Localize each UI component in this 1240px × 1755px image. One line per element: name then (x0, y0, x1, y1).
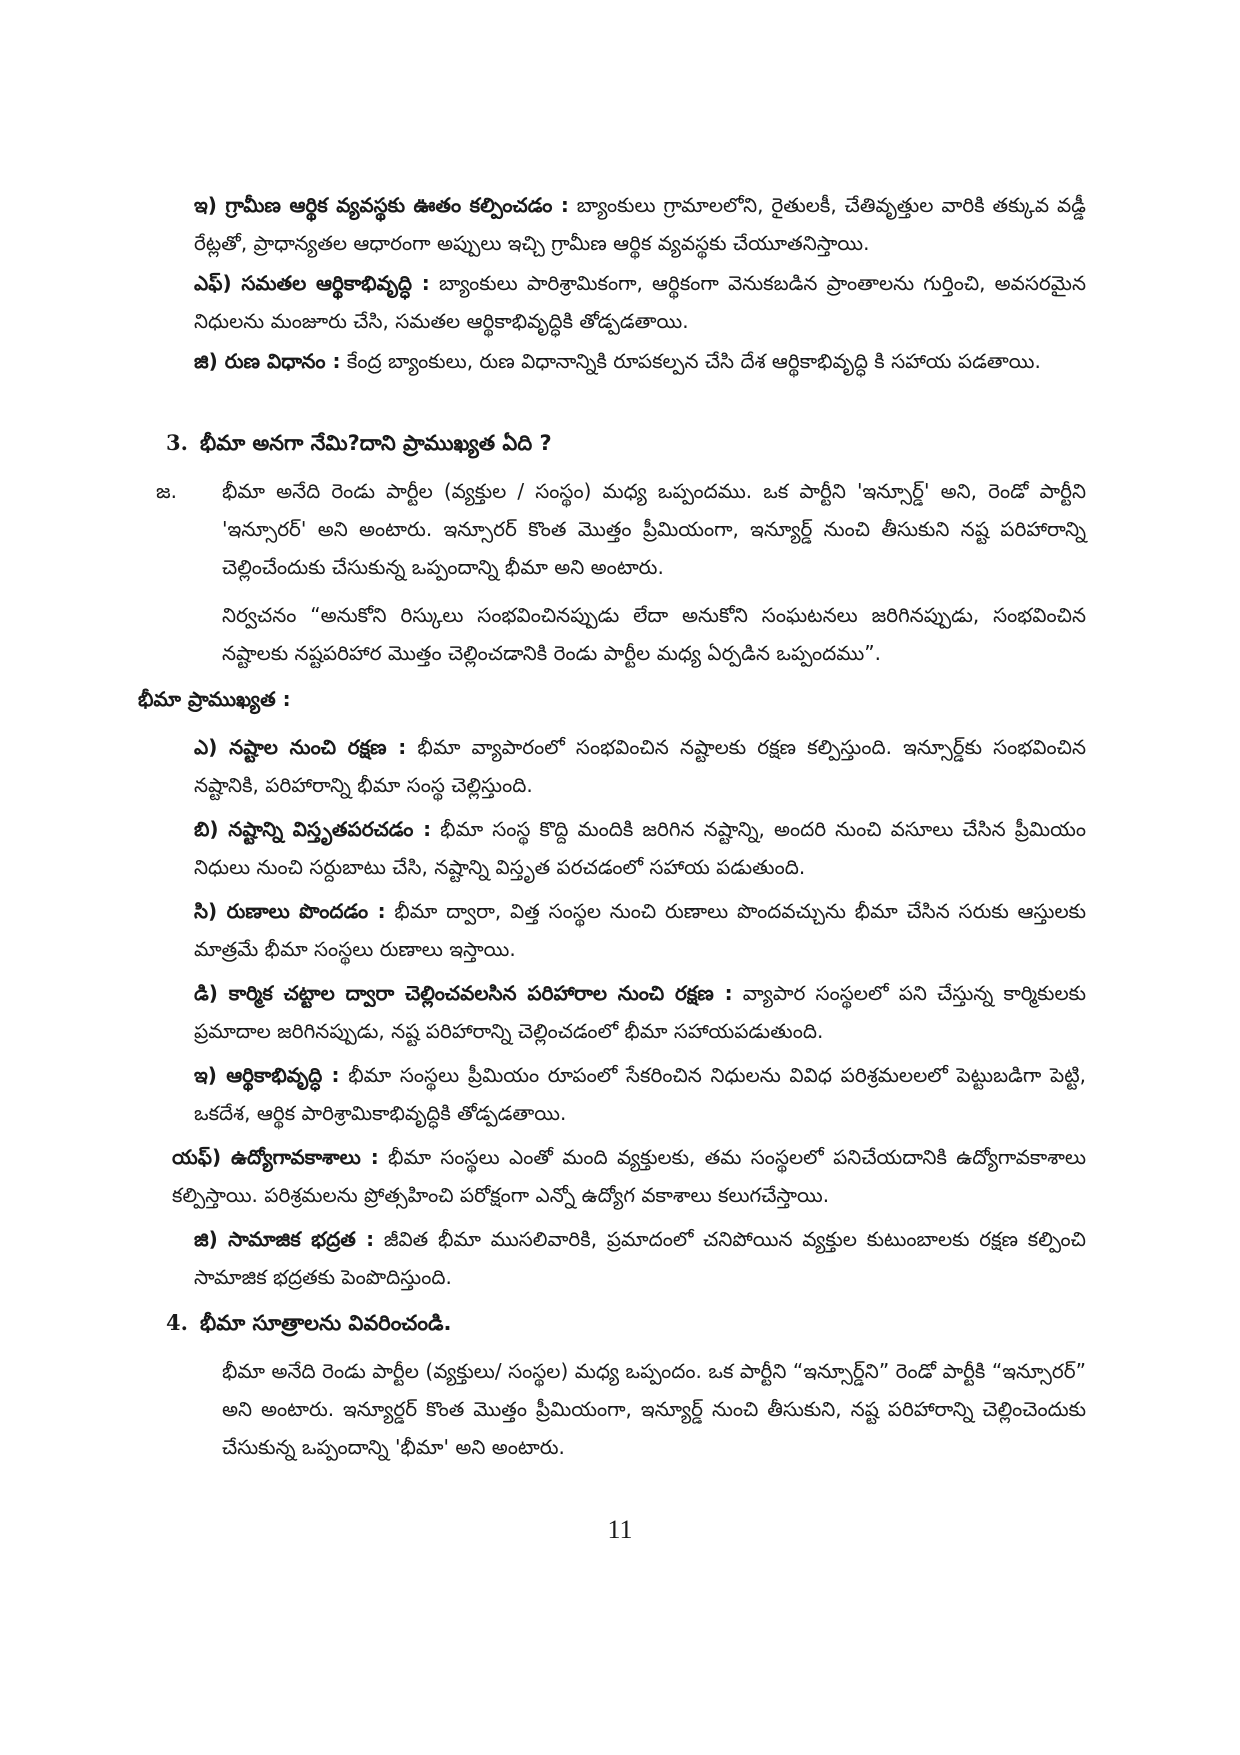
answer-label: జ. (156, 479, 177, 503)
importance-item-spread-loss (194, 810, 1086, 886)
question-4 (166, 1304, 451, 1342)
item-label: ఎ) నష్టాల నుంచి రక్షణ : (194, 735, 407, 759)
item-label: సి) రుణాలు పొందడం : (194, 899, 386, 923)
item-text: భీమా సంస్థలు ప్రీమియం రూపంలో సేకరించిన నిధులను వివిధ పరిశ్రమలలలో పెట్టుబడిగా పెట్టి, ఒకదేశ, ఆర్థిక పారిశ్రామికాభివృద్ధికి తోడ్పడతాయి. (194, 1063, 1086, 1125)
item-label: జి) రుణ విధానం : (194, 349, 341, 373)
answer-3: భీమా అనేది రెండు పార్టీల (వ్యక్తుల / సంస్థం) మధ్య ఒప్పందము. ఒక పార్టీని 'ఇన్సూర్డ్' అని, రెండో పార్టీని 'ఇన్సూరర్' అని అంటారు. ఇన్సూరర్ కొంత మొత్తం ప్రీమియంగా, ఇన్యూర్డ్ నుంచి తీసుకుని నష్ట పరిహారాన్ని చెల్లించేందుకు చేసుకున్న ఒప్పందాన్ని భీమా అని అంటారు. (222, 479, 1086, 579)
item-text: భీమా వ్యాపారంలో సంభవించిన నష్టాలకు రక్షణ కల్పిస్తుంది. ఇన్సూర్డ్‌కు సంభవించిన నష్టానికి, పరిహారాన్ని భీమా సంస్థ చెల్లిస్తుంది. (194, 735, 1087, 797)
importance-item-economic-growth (194, 1056, 1086, 1132)
item-text: కేంద్ర బ్యాంకులు, రుణ విధానాన్నికి రూపకల్పన చేసి దేశ ఆర్థికాభివృద్ధి కి సహాయ పడతాయి. (340, 349, 1041, 373)
item-balanced-growth (194, 264, 1086, 340)
importance-item-social-security (194, 1220, 1086, 1296)
importance-item-employment (172, 1138, 1086, 1214)
item-text: జీవిత భీమా ముసలివారికి, ప్రమాదంలో చనిపోయిన వ్యక్తుల కుటుంబాలకు రక్షణ కల్పించి సామాజిక భద్రతకు పెంపొదిస్తుంది. (194, 1227, 1087, 1289)
item-text: బ్యాంకులు పారిశ్రామికంగా, ఆర్థికంగా వెనుకబడిన ప్రాంతాలను గుర్తించి, అవసరమైన నిధులను మంజూరు చేసి, సమతల ఆర్థికాభివృద్ధికి తోడ్పడతాయి. (194, 271, 1086, 333)
item-text: వ్యాపార సంస్థలలో పని చేస్తున్న కార్మికులకు ప్రమాదాల జరిగినప్పుడు, నష్ట పరిహారాన్ని చెల్లించడంలో భీమా సహాయపడుతుంది. (194, 981, 1086, 1043)
item-text: భీమా సంస్థలు ఎంతో మంది వ్యక్తులకు, తమ సంస్థలలో పనిచేయదానికి ఉద్యోగావకాశాలు కల్పిస్తాయి. పరిశ్రమలను ప్రోత్సహించి పరోక్షంగా ఎన్నో ఉద్యోగ వకాశాలు కలుగచేస్తాయి. (172, 1145, 1087, 1207)
item-label: బి) నష్టాన్ని విస్తృతపరచడం : (194, 817, 432, 841)
question-text: భీమా సూత్రాలను వివరించండి. (200, 1311, 452, 1335)
item-label: ఎఫ్) సమతల ఆర్థికాభివృద్ధి : (194, 271, 430, 295)
importance-heading: భీమా ప్రాముఖ్యత : (138, 687, 291, 711)
importance-item-protection (194, 728, 1086, 804)
item-text: భీమా ద్వారా, విత్త సంస్థల నుంచి రుణాలు పొందవచ్చును భీమా చేసిన సరుకు ఆస్తులకు మాత్రమే భీమా సంస్థలు రుణాలు ఇస్తాయి. (194, 899, 1086, 961)
importance-item-loans (194, 892, 1086, 968)
item-label: యఫ్) ఉద్యోగావకాశాలు : (172, 1145, 379, 1169)
item-label: డి) కార్మిక చట్టాల ద్వారా చెల్లించవలసిన పరిహారాల నుంచి రక్షణ : (194, 981, 733, 1005)
item-text: భీమా సంస్థ కొద్ది మందికి జరిగిన నష్టాన్ని, అందరి నుంచి వసూలు చేసిన ప్రీమియం నిధులు నుంచి సర్దుబాటు చేసి, నష్టాన్ని విస్తృత పరచడంలో సహాయ పడుతుంది. (194, 817, 1086, 879)
definition: నిర్వచనం “అనుకోని రిస్కులు సంభవించినప్పుడు లేదా అనుకోని సంఘటనలు జరిగినప్పుడు, సంభవించిన నష్టాలకు నష్టపరిహార మొత్తం చెల్లించడానికి రెండు పార్టీల మధ్య ఏర్పడిన ఒప్పందము”. (222, 603, 1086, 665)
question-number: 4. (166, 1310, 188, 1335)
question-text: భీమా అనగా నేమి?దాని ప్రాముఖ్యత ఏది ? (200, 431, 552, 455)
item-label: ఇ) గ్రామీణ ఆర్థిక వ్యవస్థకు ఊతం కల్పించడం : (194, 193, 569, 217)
importance-item-labour-law (194, 974, 1086, 1050)
item-text: బ్యాంకులు గ్రామాలలోని, రైతులకీ, చేతివృత్తుల వారికి తక్కువ వడ్డీ రేట్లతో, ప్రాధాన్యతల ఆధారంగా అప్పులు ఇచ్చి గ్రామీణ ఆర్థిక వ్యవస్థకు చేయూతనిస్తాయి. (194, 193, 1086, 255)
question-3 (166, 424, 552, 462)
question-number: 3. (166, 430, 188, 455)
page-number: 11 (607, 1515, 633, 1544)
answer-4: భీమా అనేది రెండు పార్టీల (వ్యక్తులు/ సంస్థల) మధ్య ఒప్పందం. ఒక పార్టీని “ఇన్సూర్డ్‌ని” రెండో పార్టీకి “ఇన్సూరర్” అని అంటారు. ఇన్యూర్డర్ కొంత మొత్తం ప్రీమియంగా, ఇన్యూర్డ్ నుంచి తీసుకుని, నష్ట పరిహారాన్ని చెల్లించెందుకు చేసుకున్న ఒప్పందాన్ని 'భీమా' అని అంటారు. (222, 1359, 1086, 1459)
item-credit-policy (194, 342, 1086, 380)
item-label: ఇ) ఆర్థికాభివృద్ధి : (194, 1063, 340, 1087)
item-rural-economy (194, 186, 1086, 262)
item-label: జి) సామాజిక భద్రత : (194, 1227, 375, 1251)
